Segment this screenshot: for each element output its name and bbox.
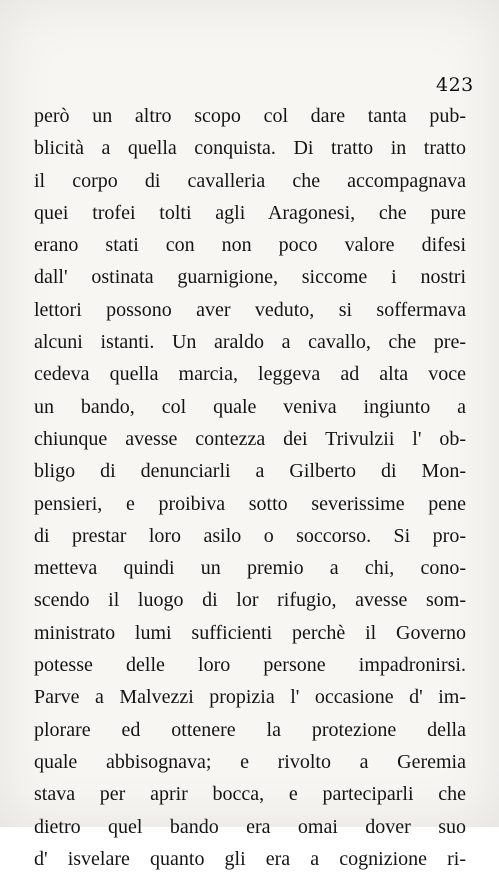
text-line: Parve a Malvezzi propizia l' occasione d' im- [34,686,466,709]
text-line: bligo di denunciarli a Gilberto di Mon- [34,460,466,483]
text-line: dall' ostinata guarnigione, siccome i nostri [34,266,466,289]
text-line: stava per aprir bocca, e parteciparli che [34,783,466,806]
page-number: 423 [436,74,474,96]
text-line: erano stati con non poco valore difesi [34,234,466,257]
body-text [34,100,466,875]
text-line: quale abbisognava; e rivolto a Geremia [34,750,466,773]
text-line: blicità a quella conquista. Di tratto in tratto [34,137,466,160]
text-line: metteva quindi un premio a chi, cono- [34,557,466,580]
text-line: un bando, col quale veniva ingiunto a [34,395,466,418]
text-line: però un altro scopo col dare tanta pub- [34,105,466,127]
text-line: quei trofei tolti agli Aragonesi, che pure [34,201,466,224]
text-line: ministrato lumi sufficienti perchè il Governo [34,621,466,644]
text-line: plorare ed ottenere la protezione della [34,718,466,741]
text-line: alcuni istanti. Un araldo a cavallo, che pre- [34,331,466,354]
text-line: il corpo di cavalleria che accompagnava [34,169,466,192]
text-line: pensieri, e proibiva sotto severissime pene [34,492,466,515]
text-line: chiunque avesse contezza dei Trivulzii l' ob- [34,427,466,450]
text-line: potesse delle loro persone impadronirsi. [34,654,466,677]
text-line: di prestar loro asilo o soccorso. Si pro- [34,524,466,547]
text-line: d' isvelare quanto gli era a cognizione ri- [34,847,466,870]
text-line: scendo il luogo di lor rifugio, avesse som- [34,589,466,612]
text-line: dietro quel bando era omai dover suo [34,815,466,838]
text-line: cedeva quella marcia, leggeva ad alta voce [34,363,466,386]
text-line: lettori possono aver veduto, si soffermava [34,298,466,321]
